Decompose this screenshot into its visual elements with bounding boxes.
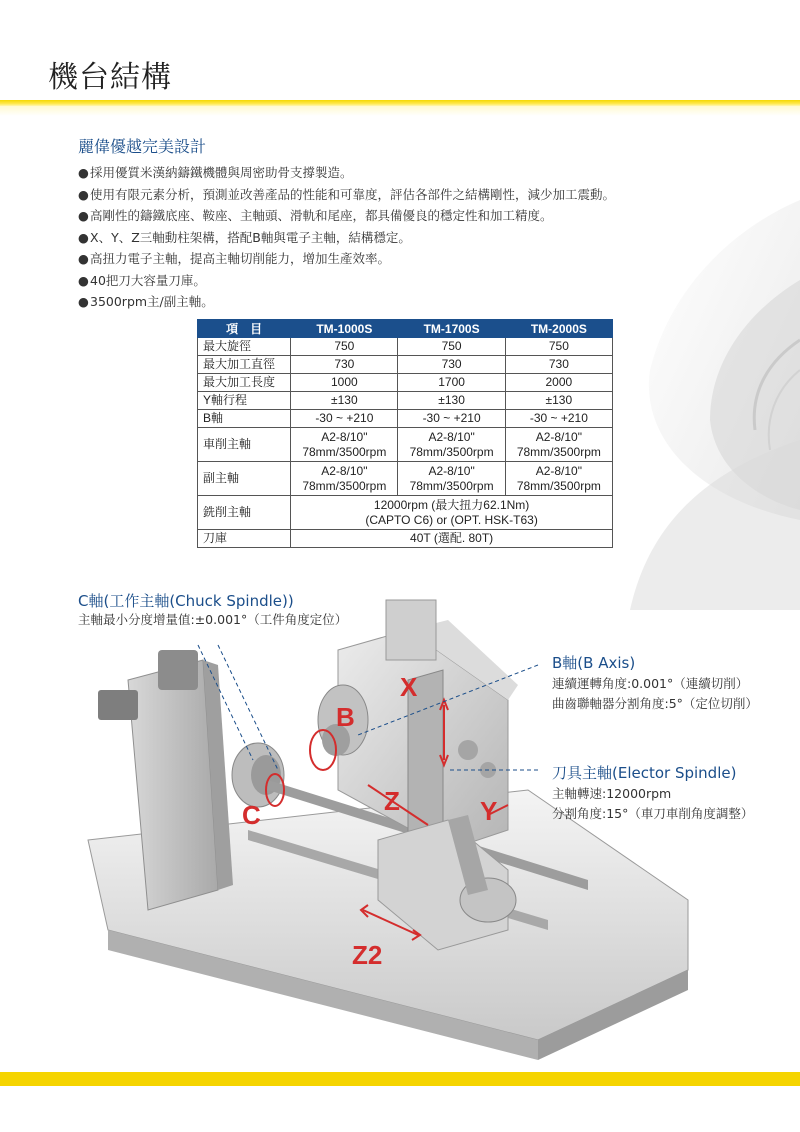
z-axis-label: Z bbox=[384, 786, 400, 816]
table-row bbox=[198, 428, 613, 462]
cell: -30 ~ +210 bbox=[398, 410, 505, 428]
cell: 750 bbox=[291, 338, 398, 356]
row-label: 銑削主軸 bbox=[198, 496, 291, 530]
b-axis-callout-text: 連續運轉角度:0.001°（連續切削） bbox=[552, 676, 749, 691]
row-label: 最大旋徑 bbox=[198, 338, 291, 356]
section-heading: 麗偉優越完美設計 bbox=[78, 137, 207, 156]
cell: -30 ~ +210 bbox=[291, 410, 398, 428]
c-axis-callout-title: C軸(工作主軸(Chuck Spindle)) bbox=[78, 592, 294, 610]
table-row bbox=[198, 410, 613, 428]
table-row bbox=[198, 356, 613, 374]
z2-axis-label: Z2 bbox=[352, 940, 383, 970]
b-axis-callout-title: B軸(B Axis) bbox=[552, 654, 636, 672]
row-label: 車削主軸 bbox=[198, 428, 291, 462]
y-axis-label: Y bbox=[480, 796, 498, 826]
table-row bbox=[198, 462, 613, 496]
tool-spindle-callout-text: 主軸轉速:12000rpm bbox=[552, 786, 672, 801]
cell: 730 bbox=[291, 356, 398, 374]
cell-line: 78mm/3500rpm bbox=[302, 444, 387, 459]
cell-line: 78mm/3500rpm bbox=[516, 444, 601, 459]
cell: 750 bbox=[505, 338, 612, 356]
cell-line: (CAPTO C6) or (OPT. HSK-T63) bbox=[365, 512, 538, 527]
table-row bbox=[198, 496, 613, 530]
b-axis-label: B bbox=[336, 702, 355, 732]
cell-line: 12000rpm (最大扭力62.1Nm) bbox=[373, 497, 530, 512]
cell bbox=[505, 428, 612, 462]
cell-line: A2-8/10" bbox=[428, 429, 475, 444]
cell: ±130 bbox=[505, 392, 612, 410]
header-item: 項 目 bbox=[198, 320, 291, 338]
row-label: 副主軸 bbox=[198, 462, 291, 496]
cell-line: A2-8/10" bbox=[428, 463, 475, 478]
cell bbox=[291, 428, 398, 462]
cell bbox=[291, 462, 398, 496]
cell-line: A2-8/10" bbox=[535, 429, 582, 444]
feature-text: 3500rpm主/副主軸。 bbox=[90, 294, 214, 309]
machine-structure-illustration bbox=[68, 590, 768, 1060]
cell-line: 78mm/3500rpm bbox=[409, 478, 494, 493]
cell-line: A2-8/10" bbox=[321, 463, 368, 478]
feature-item: ●採用優質米漢納鑄鐵機體與周密助骨支撐製造。 bbox=[78, 165, 353, 180]
table-header-row bbox=[198, 320, 613, 338]
feature-item: ●X、Y、Z三軸動柱架構，搭配B軸與電子主軸，結構穩定。 bbox=[78, 229, 411, 245]
top-accent-fade bbox=[0, 106, 800, 116]
table-row bbox=[198, 338, 613, 356]
cell bbox=[398, 462, 505, 496]
feature-list bbox=[78, 162, 718, 313]
row-label: B軸 bbox=[198, 410, 291, 428]
row-label: 最大加工直徑 bbox=[198, 356, 291, 374]
cell bbox=[505, 462, 612, 496]
cell: ±130 bbox=[291, 392, 398, 410]
merged-cell: 40T (選配. 80T) bbox=[291, 530, 613, 548]
cell: 2000 bbox=[505, 374, 612, 392]
feature-text: X、Y、Z三軸動柱架構，搭配B軸與電子主軸，結構穩定。 bbox=[90, 229, 411, 245]
table-row bbox=[198, 374, 613, 392]
feature-item: ●使用有限元素分析，預測並改善產品的性能和可靠度，評估各部件之結構剛性，減少加工震動。 bbox=[78, 186, 616, 202]
cell bbox=[398, 428, 505, 462]
feature-text: 40把刀大容量刀庫。 bbox=[90, 272, 206, 288]
cell: 730 bbox=[505, 356, 612, 374]
feature-item: ●高扭力電子主軸，提高主軸切削能力，增加生產效率。 bbox=[78, 251, 391, 266]
feature-text: 高扭力電子主軸，提高主軸切削能力，增加生產效率。 bbox=[90, 251, 391, 266]
cell: -30 ~ +210 bbox=[505, 410, 612, 428]
c-axis-callout-text: 主軸最小分度增量值:±0.001°（工件角度定位） bbox=[78, 612, 348, 627]
cell: 730 bbox=[398, 356, 505, 374]
b-axis-callout-text: 曲齒聯軸器分割角度:5°（定位切削） bbox=[552, 696, 758, 711]
cell-line: 78mm/3500rpm bbox=[516, 478, 601, 493]
cell-line: 78mm/3500rpm bbox=[302, 478, 387, 493]
feature-item: ●40把刀大容量刀庫。 bbox=[78, 272, 206, 288]
header-model: TM-1700S bbox=[398, 320, 505, 338]
tool-spindle-callout-text: 分割角度:15°（車刀車削角度調整） bbox=[552, 806, 754, 821]
cell: 1700 bbox=[398, 374, 505, 392]
feature-item: ●3500rpm主/副主軸。 bbox=[78, 294, 214, 309]
row-label: Y軸行程 bbox=[198, 392, 291, 410]
feature-text: 高剛性的鑄鐵底座、鞍座、主軸頭、滑軌和尾座，都具備優良的穩定性和加工精度。 bbox=[90, 208, 553, 223]
cell: ±130 bbox=[398, 392, 505, 410]
c-axis-label: C bbox=[242, 800, 261, 830]
header-model: TM-1000S bbox=[291, 320, 398, 338]
header-model: TM-2000S bbox=[505, 320, 612, 338]
merged-cell bbox=[291, 496, 613, 530]
specs-table bbox=[197, 319, 613, 548]
feature-item: ●高剛性的鑄鐵底座、鞍座、主軸頭、滑軌和尾座，都具備優良的穩定性和加工精度。 bbox=[78, 208, 553, 223]
cell-line: A2-8/10" bbox=[321, 429, 368, 444]
cell-line: 78mm/3500rpm bbox=[409, 444, 494, 459]
tool-spindle-callout-title: 刀具主軸(Elector Spindle) bbox=[552, 764, 737, 782]
table-row bbox=[198, 392, 613, 410]
x-axis-label: X bbox=[400, 672, 418, 702]
row-label: 最大加工長度 bbox=[198, 374, 291, 392]
feature-text: 採用優質米漢納鑄鐵機體與周密助骨支撐製造。 bbox=[90, 165, 353, 180]
cell: 750 bbox=[398, 338, 505, 356]
cell-line: A2-8/10" bbox=[535, 463, 582, 478]
table-row bbox=[198, 530, 613, 548]
cell: 1000 bbox=[291, 374, 398, 392]
page-title: 機台結構 bbox=[48, 60, 172, 95]
feature-text: 使用有限元素分析，預測並改善產品的性能和可靠度，評估各部件之結構剛性，減少加工震動。 bbox=[90, 186, 616, 202]
row-label: 刀庫 bbox=[198, 530, 291, 548]
bottom-accent-bar bbox=[0, 1072, 800, 1086]
